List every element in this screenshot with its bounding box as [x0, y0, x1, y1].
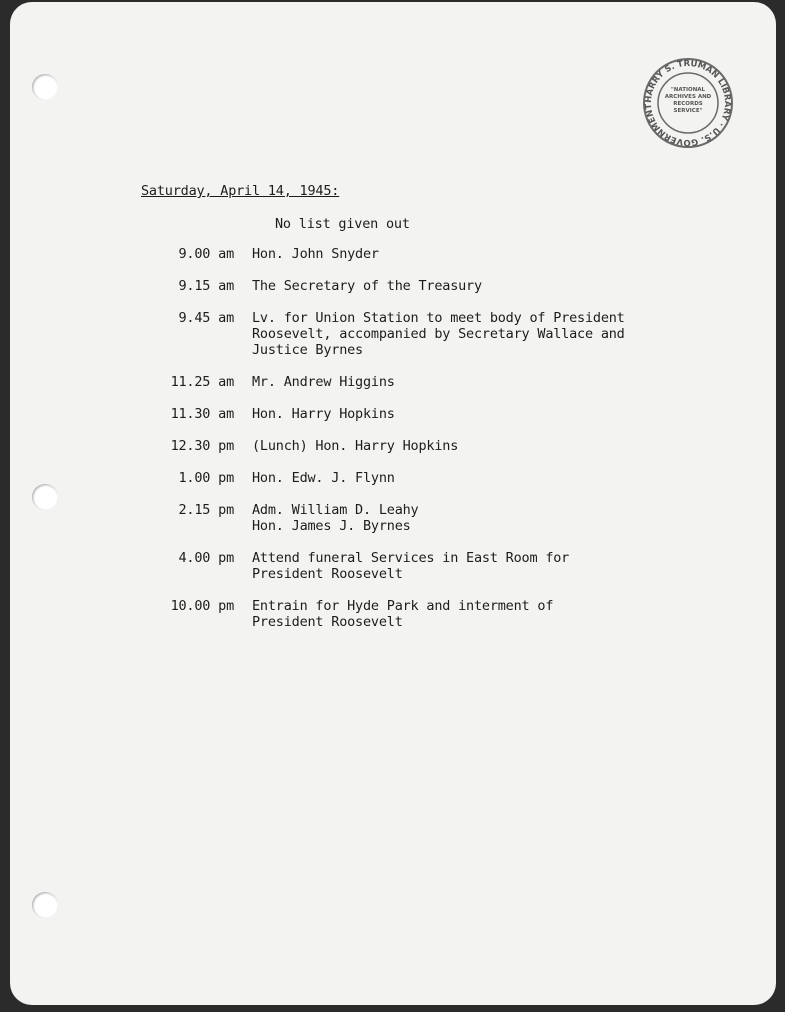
punch-hole-bottom [32, 892, 58, 918]
entry-time: 11.25 am [170, 374, 234, 390]
entry-time: 9.00 am [178, 246, 234, 262]
schedule-entry [10, 502, 776, 534]
entry-time: 2.15 pm [178, 502, 234, 518]
entry-description: Mr. Andrew Higgins [252, 374, 395, 390]
entry-description: Entrain for Hyde Park and interment of President Roosevelt [252, 598, 554, 630]
stamp-ring-text: HARRY S. TRUMAN LIBRARY · U.S. GOVERNMENT [643, 58, 733, 148]
entry-description: Lv. for Union Station to meet body of President Roosevelt, accompanied by Secretary Wallace and Justice Byrnes [252, 310, 625, 358]
entry-time: 9.15 am [178, 278, 234, 294]
schedule-entry [10, 470, 776, 486]
schedule-entry [10, 598, 776, 630]
entry-time: 1.00 pm [178, 470, 234, 486]
entry-time: 11.30 am [170, 406, 234, 422]
entry-time: 4.00 pm [178, 550, 234, 566]
archive-stamp [642, 57, 734, 149]
schedule-entry [10, 246, 776, 262]
entry-description: Hon. John Snyder [252, 246, 379, 262]
schedule-entry [10, 278, 776, 294]
schedule-entry [10, 438, 776, 454]
entry-time: 9.45 am [178, 310, 234, 326]
entry-description: Adm. William D. Leahy Hon. James J. Byrnes [252, 502, 419, 534]
schedule-entry [10, 406, 776, 422]
document-page [10, 2, 776, 1005]
punch-hole-top [32, 74, 58, 100]
entry-description: The Secretary of the Treasury [252, 278, 482, 294]
stamp-inner-text: "NATIONAL ARCHIVES AND RECORDS SERVICE" [664, 87, 712, 114]
schedule-entry [10, 310, 776, 358]
schedule-list [10, 246, 776, 646]
no-list-note: No list given out [275, 216, 410, 232]
entry-description: (Lunch) Hon. Harry Hopkins [252, 438, 459, 454]
entry-description: Hon. Harry Hopkins [252, 406, 395, 422]
entry-description: Attend funeral Services in East Room for President Roosevelt [252, 550, 570, 582]
schedule-entry [10, 550, 776, 582]
schedule-entry [10, 374, 776, 390]
entry-time: 12.30 pm [170, 438, 234, 454]
entry-time: 10.00 pm [170, 598, 234, 614]
date-heading: Saturday, April 14, 1945: [141, 183, 340, 199]
entry-description: Hon. Edw. J. Flynn [252, 470, 395, 486]
